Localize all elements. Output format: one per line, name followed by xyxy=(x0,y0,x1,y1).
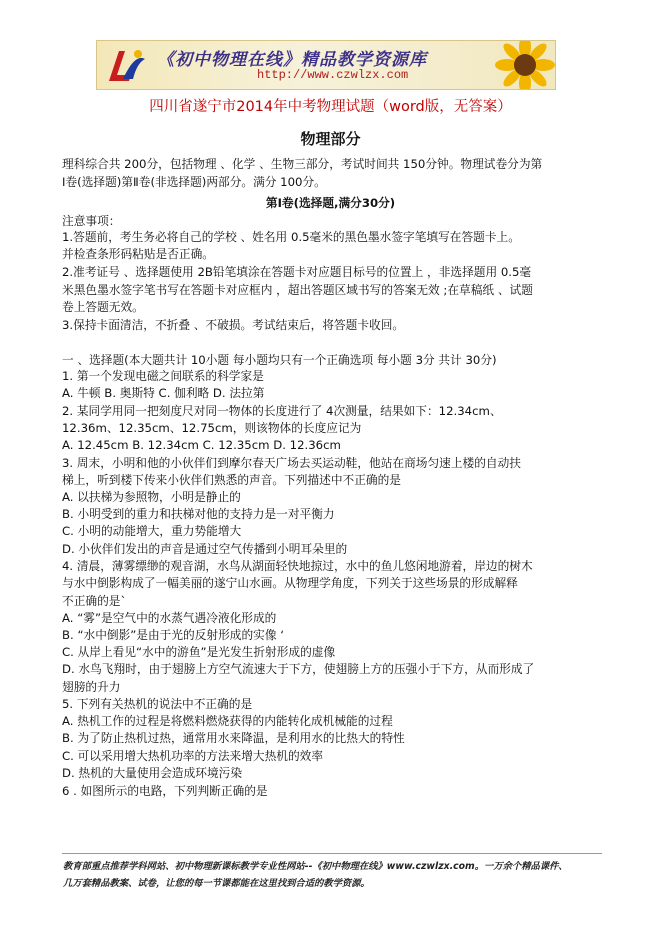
body-line: A. “雾”是空气中的水蒸气遇冷液化形成的 xyxy=(62,611,277,625)
body-line: 一 、选择题(本大题共计 10小题 每小题均只有一个正确选项 每小题 3分 共计 30分) xyxy=(62,353,497,367)
body-line: 不正确的是` xyxy=(62,594,127,608)
body-line: A. 热机工作的过程是将燃料燃烧获得的内能转化成机械能的过程 xyxy=(62,714,393,728)
body-line: 2.准考证号 、选择题使用 2B铅笔填涂在答题卡对应题目标号的位置上 ，非选择题用 0.5毫 xyxy=(62,265,532,279)
body-line: 与水中倒影构成了一幅美丽的遂宁山水画。从物理学角度，下列关于这些场景的形成解释 xyxy=(62,576,518,590)
body-line: B. “水中倒影”是由于光的反射形成的实像 ‘ xyxy=(62,628,284,642)
body-line: 2. 某同学用同一把刻度尺对同一物体的长度进行了 4次测量，结果如下：12.34cm、 xyxy=(62,404,502,418)
body-line: 米黑色墨水签字笔书写在答题卡对应框内 ，超出答题区域书写的答案无效 ;在草稿纸 、试题 xyxy=(62,283,533,297)
footer-line-1: 教育部重点推荐学科网站、初中物理新课标教学专业性网站--《初中物理在线》www.czwlzx.com。一万余个精品课件、 xyxy=(63,861,568,872)
body-line: 4. 清晨，薄雾缥缈的观音湖，水鸟从湖面轻快地掠过，水中的鱼儿悠闲地游着，岸边的树木 xyxy=(62,559,533,573)
body-line: A. 12.45cm B. 12.34cm C. 12.35cm D. 12.36cm xyxy=(62,438,341,452)
body-line: D. 小伙伴们发出的声音是通过空气传播到小明耳朵里的 xyxy=(62,542,348,556)
banner-title: 《初中物理在线》精品教学资源库 xyxy=(157,50,427,70)
body-line: 3. 周末，小明和他的小伙伴们到摩尔春天广场去买运动鞋，他站在商场匀速上楼的自动扶 xyxy=(62,456,521,470)
body-line: 并检查条形码粘贴是否正确。 xyxy=(62,247,214,261)
section-title: 物理部分 xyxy=(300,130,361,148)
body-line: 梯上，听到楼下传来小伙伴们熟悉的声音。下列描述中不正确的是 xyxy=(62,473,401,487)
body-line: 注意事项： xyxy=(62,214,121,228)
body-line: D. 水鸟飞翔时，由于翅膀上方空气流速大于下方，使翅膀上方的压强小于下方，从而形成了 xyxy=(62,662,535,676)
body-line: C. 小明的动能增大，重力势能增大 xyxy=(62,524,242,538)
body-line: 5. 下列有关热机的说法中不正确的是 xyxy=(62,697,253,711)
footer-line-2: 几万套精品教案、试卷，让您的每一节课都能在这里找到合适的教学资源。 xyxy=(63,878,370,889)
part-one-heading: 第Ⅰ卷(选择题,满分30分) xyxy=(265,196,396,210)
body-line: 1. 第一个发现电磁之间联系的科学家是 xyxy=(62,369,264,383)
body-line: 6 . 如图所示的电路，下列判断正确的是 xyxy=(62,784,268,798)
body-line: B. 为了防止热机过热，通常用水来降温，是利用水的比热大的特性 xyxy=(62,731,405,745)
body-line: C. 从岸上看见“水中的游鱼”是光发生折射形成的虚像 xyxy=(62,645,336,659)
footer-divider xyxy=(62,853,602,854)
body-line: A. 牛顿 B. 奥斯特 C. 伽利略 D. 法拉第 xyxy=(62,386,265,400)
body-line: D. 热机的大量使用会造成环境污染 xyxy=(62,766,243,780)
banner-url[interactable]: http://www.czwlzx.com xyxy=(257,68,409,82)
body-line: 1.答题前，考生务必将自己的学校 、姓名用 0.5毫米的黑色墨水签字笔填写在答题卡上。 xyxy=(62,230,520,244)
body-line: 卷上答题无效。 xyxy=(62,300,144,314)
body-line: 理科综合共 200分，包括物理 、化学 、生物三部分，考试时间共 150分钟。物理试卷分为第 xyxy=(62,157,543,171)
site-logo-icon xyxy=(105,45,149,85)
body-line: 翅膀的升力 xyxy=(62,680,121,694)
document-headline: 四川省遂宁市2014年中考物理试题（word版，无答案） xyxy=(149,99,512,115)
body-line: C. 可以采用增大热机功率的方法来增大热机的效率 xyxy=(62,749,324,763)
body-line: B. 小明受到的重力和扶梯对他的支持力是一对平衡力 xyxy=(62,507,335,521)
sunflower-icon xyxy=(485,40,556,90)
body-line: 3.保持卡面清洁，不折叠 、不破损。考试结束后，将答题卡收回。 xyxy=(62,318,405,332)
body-line: 12.36m、12.35cm、12.75cm，则该物体的长度应记为 xyxy=(62,421,362,435)
body-line: Ⅰ卷(选择题)第Ⅱ卷(非选择题)两部分。满分 100分。 xyxy=(62,175,326,189)
body-line: A. 以扶梯为参照物，小明是静止的 xyxy=(62,490,241,504)
header-banner xyxy=(96,40,556,90)
